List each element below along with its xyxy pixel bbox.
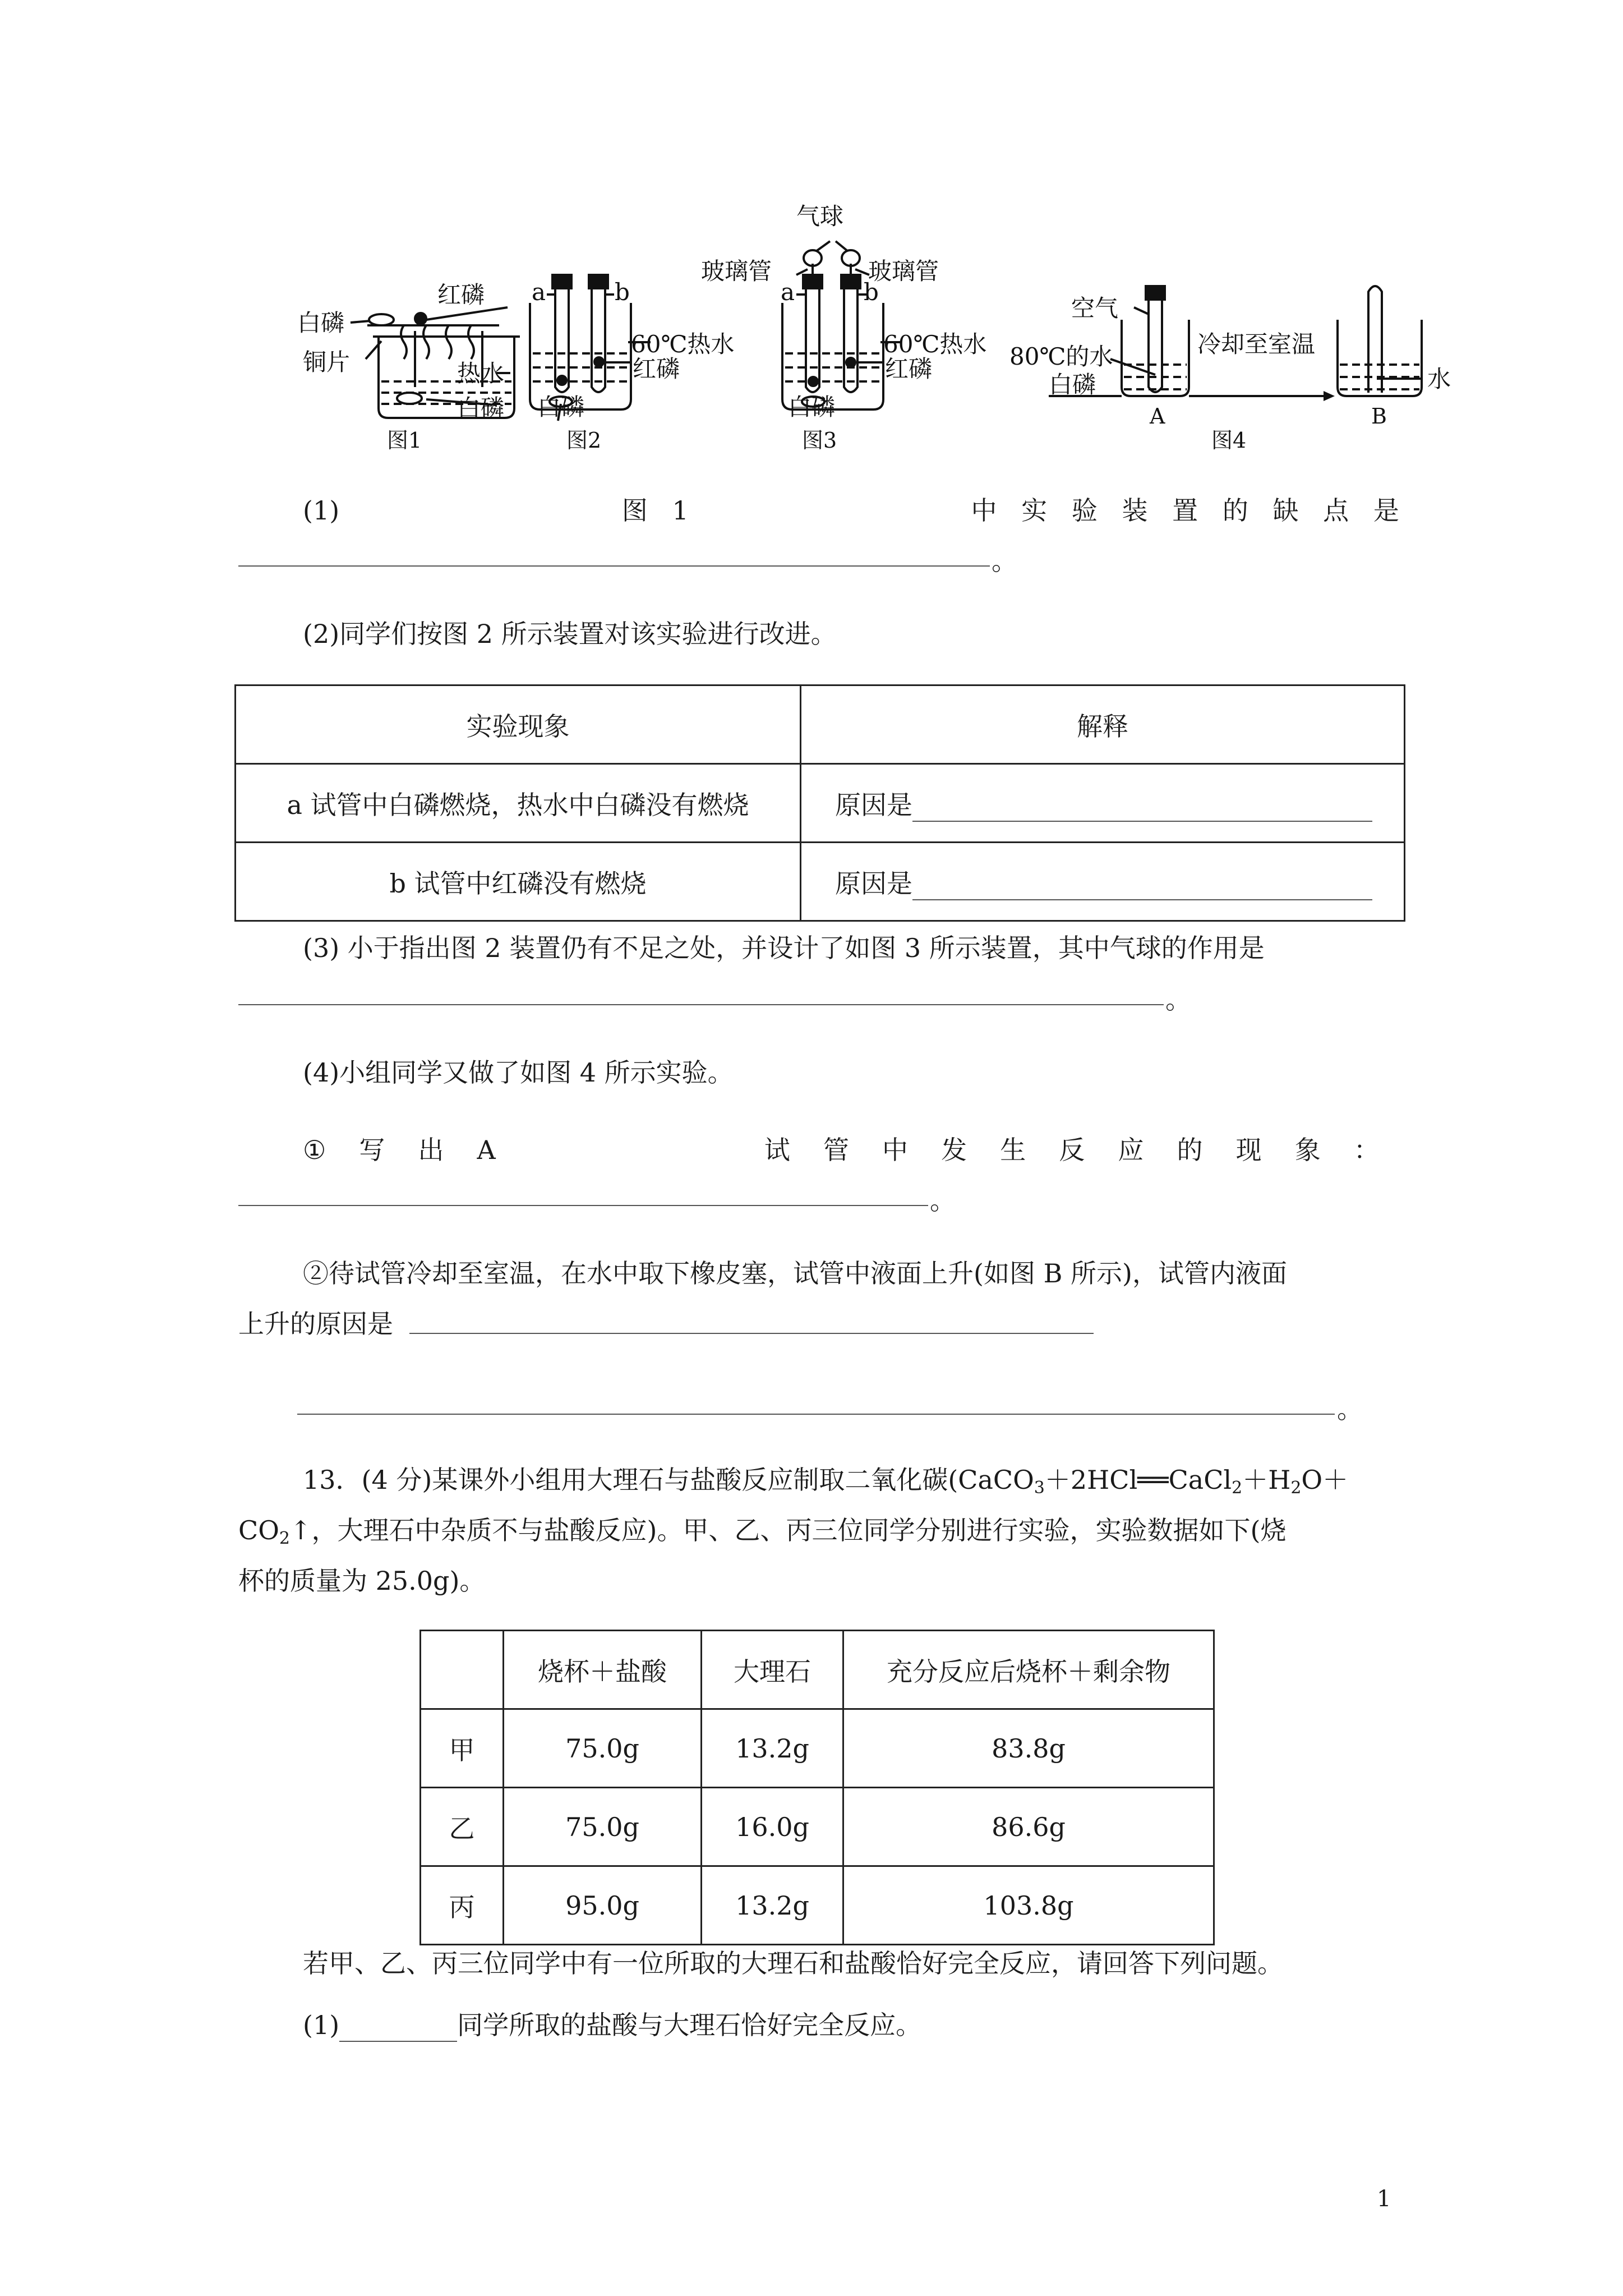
q4-sub2-answer-blank-2[interactable] [297,1414,1335,1415]
q4-sub2-end: 。 [1337,1394,1363,1424]
fig4-label-water80: 80℃的水 [1009,343,1113,370]
fig3-label-red-p: 红磷 [885,355,933,383]
q1-token: 装 [1122,495,1148,526]
fig4-label-air: 空气 [1071,295,1119,322]
q1-token: 验 [1071,495,1098,526]
experiment-figures [0,0,1623,482]
fig4-label-b: B [1371,404,1387,429]
q13-header-cell [421,1631,504,1709]
q4-sub1-end: 。 [930,1185,956,1216]
q13-line1 [303,1463,1348,1497]
fig1-label-hot-water: 热水 [457,360,505,387]
fig1-caption: 图1 [387,428,422,453]
q2-header-phenomenon: 实验现象 [236,685,801,764]
q4-sub2-line1: ②待试管冷却至室温，在水中取下橡皮塞，试管中液面上升(如图 B 所示)，试管内液面 [303,1258,1287,1289]
fig2-label-a: a [532,278,546,306]
fig4-label-water: 水 [1427,365,1451,393]
q4-sub1-token: 现 [1235,1135,1262,1165]
q13-line1-sub2: 2 [1232,1478,1243,1498]
fig2-label-white-p: 白磷 [537,393,585,421]
q2-row1-explain-cell [801,764,1405,843]
q1-token: 1 [672,495,689,526]
fig2-label-b: b [615,278,630,306]
fig1-label-white-p: 白磷 [297,309,345,337]
q13-line1-sub3: 2 [1290,1478,1302,1498]
q4-sub1-answer-blank[interactable] [238,1205,928,1206]
q13-cell: 16.0g [702,1788,843,1866]
q13-cell: 75.0g [504,1709,702,1788]
q1-end: 。 [992,546,1017,576]
q1-line [303,494,1399,527]
q13-line1-b: ＋2HCl══CaCl [1044,1465,1232,1495]
q13-cell: 丙 [421,1866,504,1945]
q13-line2 [238,1513,1286,1547]
q13-line2-a: CO [238,1515,279,1545]
fig3-label-a: a [781,278,795,306]
q2-text: (2)同学们按图 2 所示装置对该实验进行改进。 [303,619,837,649]
q1-token: (1) [303,495,340,526]
q13-line1-c: ＋H [1242,1465,1291,1495]
fig4-label-a: A [1150,404,1165,429]
q13-after: 若甲、乙、丙三位同学中有一位所取的大理石和盐酸恰好完全反应，请回答下列问题。 [303,1948,1283,1978]
q3-text: (3) 小于指出图 2 装置仍有不足之处，并设计了如图 3 所示装置，其中气球的作用是 [303,933,1265,963]
q13-header-cell: 大理石 [702,1631,843,1709]
fig3-label-white-p: 白磷 [788,393,836,421]
q4-sub1-token: ： [1353,1135,1380,1165]
fig3-label-b: b [864,278,879,306]
q1-answer-blank[interactable] [238,565,990,567]
q1-token: 点 [1323,495,1349,526]
q2-row1-phenomenon: a 试管中白磷燃烧，热水中白磷没有燃烧 [236,764,801,843]
q13-cell: 83.8g [843,1709,1214,1788]
q4-sub1-line [303,1133,1380,1167]
q2-row1-explain: 原因是 [835,789,912,820]
q13-line1-d: O＋ [1301,1465,1349,1495]
q4-sub1-token: 中 [882,1135,909,1165]
q13-sub1-suffix: 同学所取的盐酸与大理石恰好完全反应。 [457,2010,922,2040]
fig3-label-water: 60℃热水 [883,330,987,358]
q13-header-cell: 烧杯＋盐酸 [504,1631,702,1709]
q2-row2-blank[interactable] [912,877,1372,900]
q1-token: 缺 [1272,495,1299,526]
q13-cell: 75.0g [504,1788,702,1866]
q13-cell: 95.0g [504,1866,702,1945]
q4-sub1-token: 写 [359,1135,385,1165]
q13-sub1 [303,2008,921,2042]
fig4-label-cool: 冷却至室温 [1197,330,1316,358]
q3-end: 。 [1165,984,1191,1015]
q2-row2-explain: 原因是 [835,868,912,899]
q13-line2-b: ↑，大理石中杂质不与盐酸反应)。甲、乙、丙三位同学分别进行实验，实验数据如下(烧 [290,1515,1287,1545]
q4-sub1-token: 管 [823,1135,849,1165]
q13-sub1-blank[interactable] [339,2016,457,2042]
q13-cell: 86.6g [843,1788,1214,1866]
q4-sub2-answer-blank-1[interactable] [409,1333,1094,1334]
q2-row2-phenomenon: b 试管中红磷没有燃烧 [236,843,801,921]
q13-cell: 13.2g [702,1709,843,1788]
q13-line3: 杯的质量为 25.0g)。 [238,1566,486,1596]
q4-sub1-token: A [477,1135,496,1165]
fig2-caption: 图2 [566,428,602,453]
fig3-caption: 图3 [802,428,837,453]
q13-line1-a: 13．(4 分)某课外小组用大理石与盐酸反应制取二氧化碳(CaCO [303,1465,1034,1495]
q13-cell: 13.2g [702,1866,843,1945]
q13-sub1-prefix: (1) [303,2010,340,2040]
q1-token: 图 [621,495,648,526]
q4-sub1-token: 反 [1059,1135,1085,1165]
q4-sub2-line2: 上升的原因是 [238,1309,393,1339]
fig2-label-water: 60℃热水 [631,330,735,358]
q13-cell: 甲 [421,1709,504,1788]
page-number: 1 [1377,2186,1391,2212]
q4-text: (4)小组同学又做了如图 4 所示实验。 [303,1057,734,1088]
fig4-caption: 图4 [1211,428,1247,453]
q13-header-cell: 充分反应后烧杯＋剩余物 [843,1631,1214,1709]
fig2-label-red-p: 红磷 [633,355,680,383]
q1-token: 是 [1373,495,1399,526]
q4-sub1-token: 象 [1294,1135,1321,1165]
fig4-label-white-p: 白磷 [1049,371,1096,398]
q4-sub1-token: 的 [1177,1135,1203,1165]
q1-token: 中 [971,495,997,526]
fig1-label-red-p: 红磷 [437,281,485,309]
q13-line2-sub1: 2 [279,1529,291,1548]
q2-row1-blank[interactable] [912,798,1372,822]
q4-sub1-token: 应 [1118,1135,1144,1165]
q2-header-explain: 解释 [801,685,1405,764]
q2-row2-explain-cell [801,843,1405,921]
q4-sub1-token: 生 [1000,1135,1026,1165]
q13-table [419,1630,1215,1945]
fig3-label-glass-right: 玻璃管 [868,257,939,285]
q1-token: 置 [1172,495,1198,526]
q4-sub1-token: 试 [764,1135,790,1165]
fig1-label-copper: 铜片 [303,348,351,376]
q4-sub1-token: 发 [941,1135,967,1165]
q13-cell: 乙 [421,1788,504,1866]
q13-line1-sub1: 3 [1034,1478,1045,1498]
q13-cell: 103.8g [843,1866,1214,1945]
fig3-label-balloon: 气球 [796,203,844,230]
q1-token: 实 [1021,495,1048,526]
fig1-label-white-p-bottom: 白磷 [457,394,505,422]
q1-token: 的 [1222,495,1248,526]
q3-answer-blank[interactable] [238,1004,1164,1005]
q4-sub1-token: 出 [418,1135,444,1165]
q4-sub1-token: ① [303,1135,326,1165]
fig3-label-glass-left: 玻璃管 [701,257,772,285]
q2-table [234,684,1405,922]
